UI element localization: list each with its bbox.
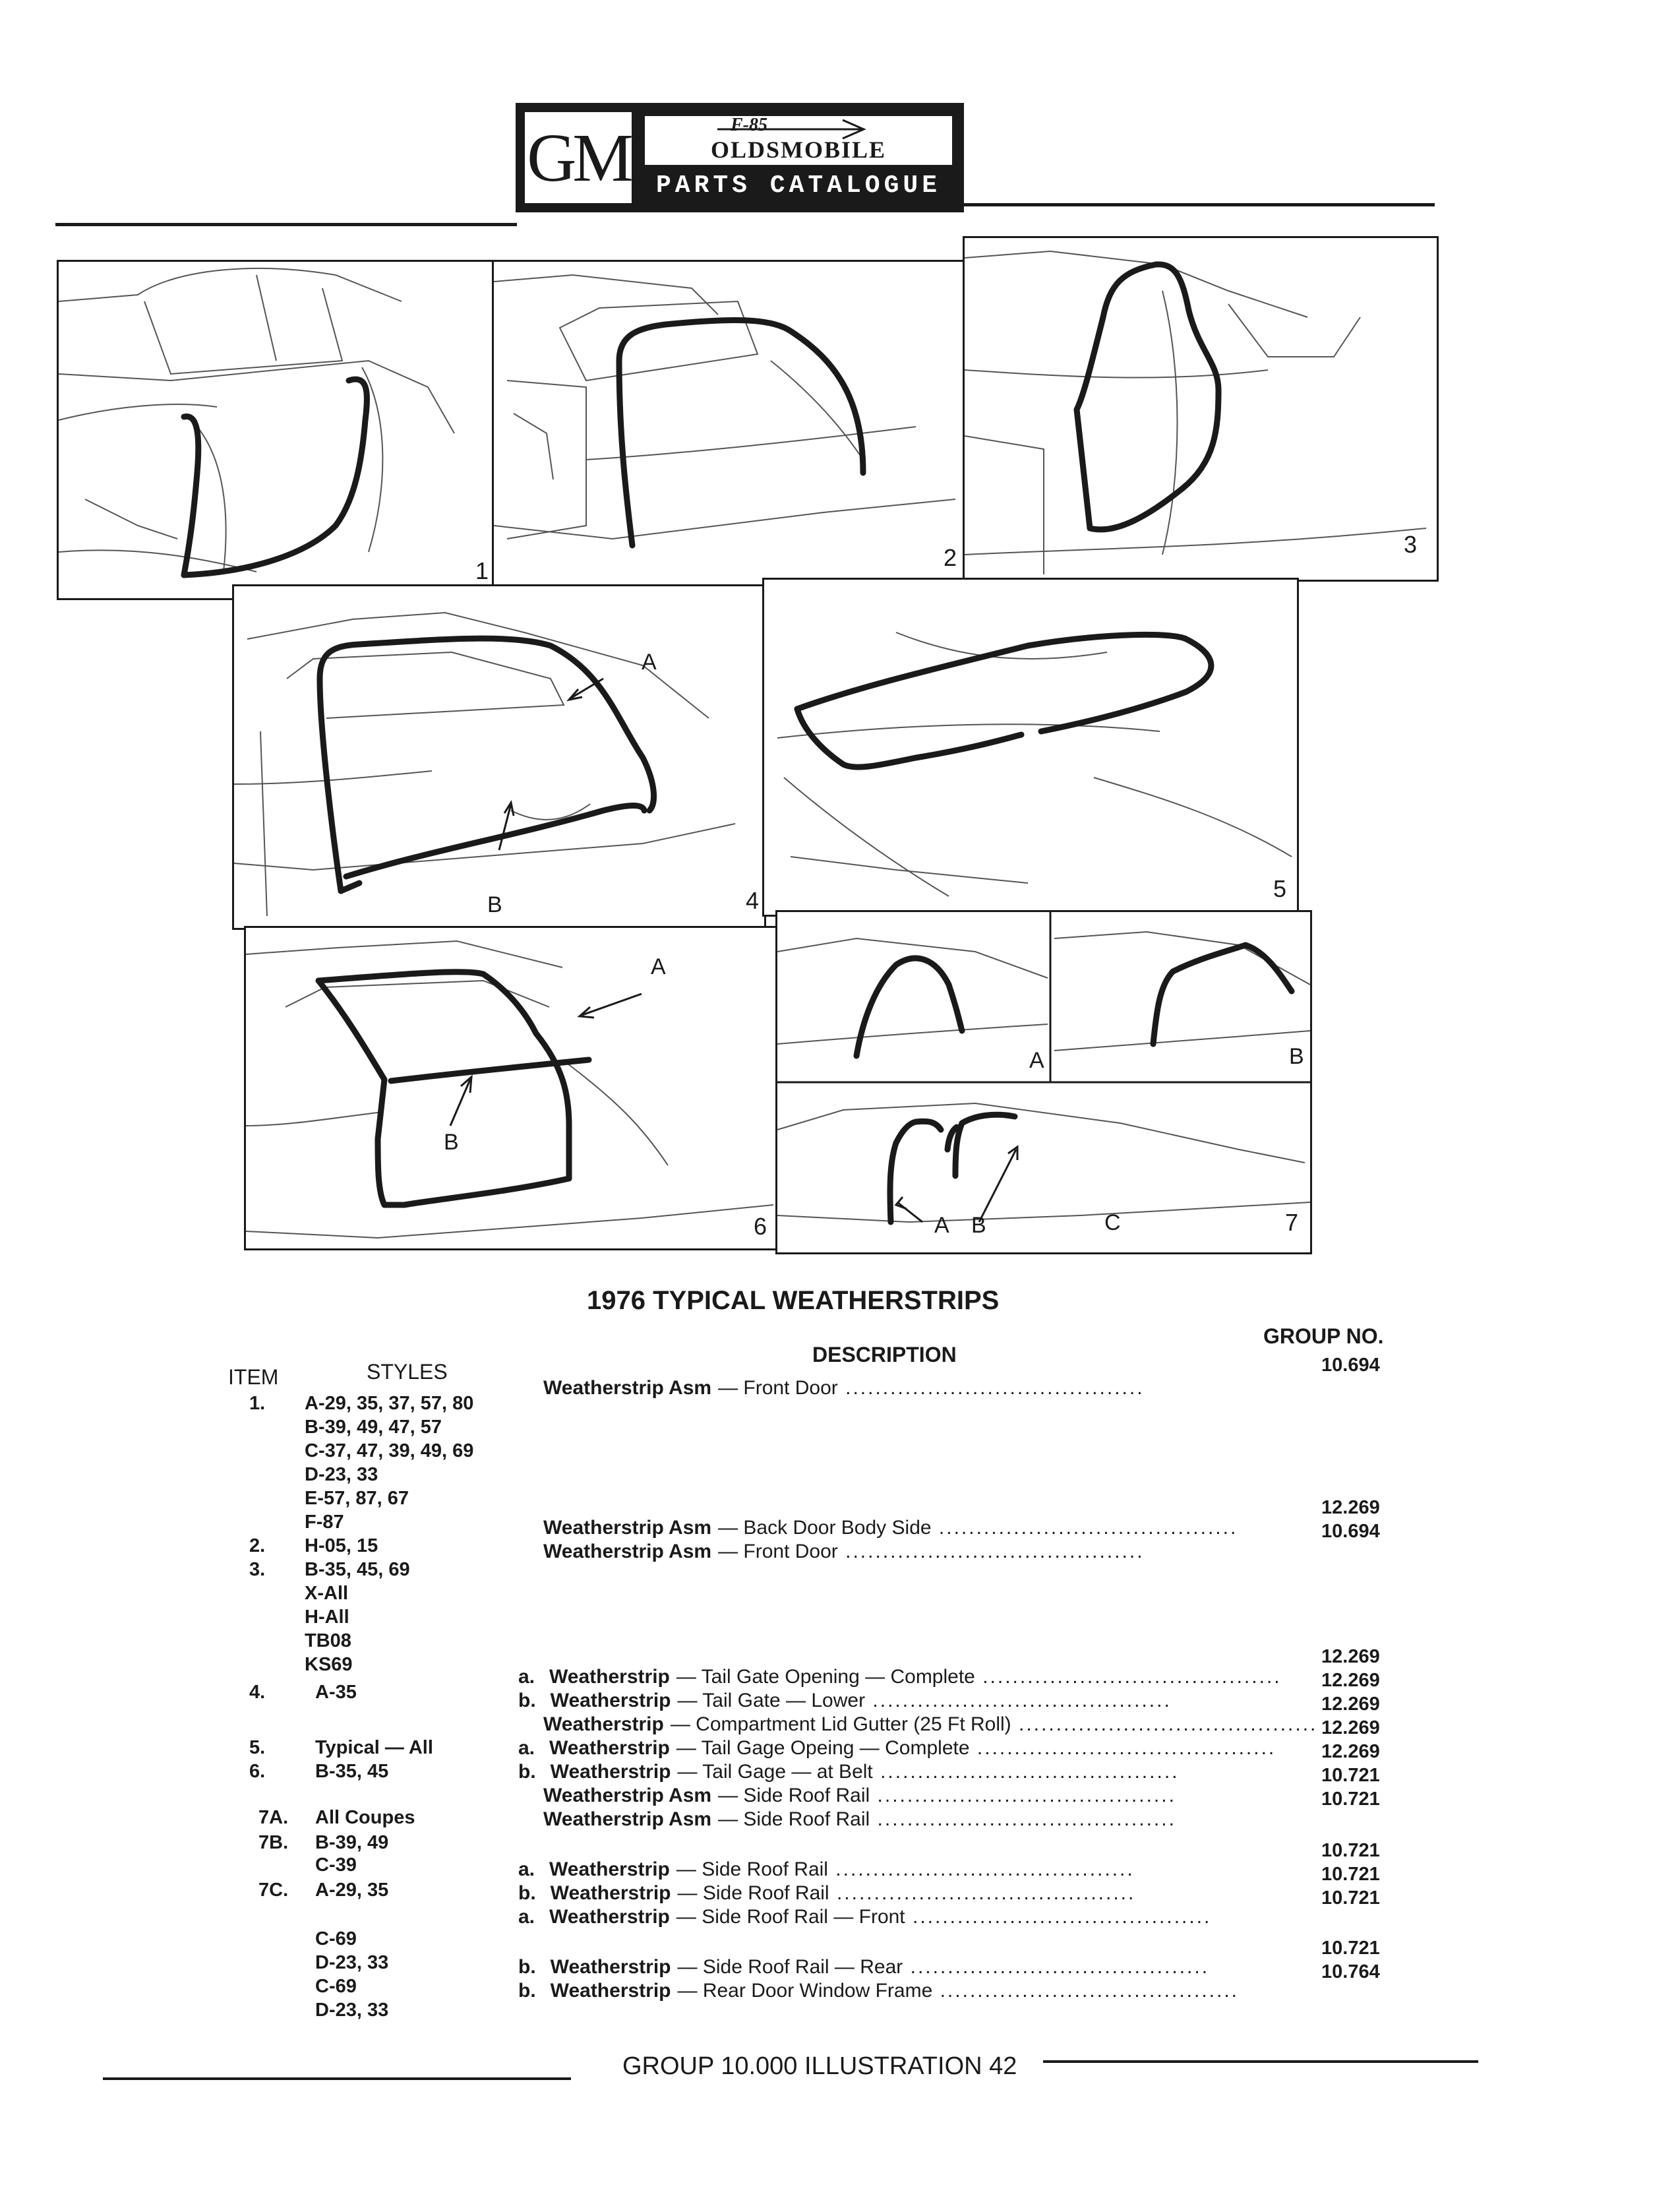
row-desc-rest: — Tail Gage Opeing — Complete (676, 1737, 970, 1759)
row-styles: H-05, 15 (305, 1535, 378, 1556)
callout-b-6: B (444, 1130, 459, 1155)
logo-brand-plate (645, 116, 952, 165)
footer-label: GROUP 10.000 ILLUSTRATION 42 (622, 2052, 1017, 2080)
row-desc-rest: — Side Roof Rail — Rear (677, 1956, 903, 1978)
row-description (518, 1666, 1282, 1688)
row-styles: C-39 (315, 1854, 357, 1876)
row-group-number: 10.694 (1321, 1521, 1380, 1542)
row-desc-rest: — Front Door (718, 1377, 838, 1399)
row-desc-bold: Weatherstrip Asm (543, 1541, 712, 1562)
row-styles: C-37, 47, 39, 49, 69 (305, 1440, 474, 1461)
callout-7c-b: B (971, 1213, 986, 1238)
row-description (518, 1858, 1253, 1881)
row-styles: B-39, 49, 47, 57 (305, 1417, 442, 1438)
front-door-weatherstrip-drawing (59, 262, 494, 598)
row-item: 5. (249, 1737, 266, 1758)
row-description (518, 1882, 1253, 1905)
callout-7a: A (1029, 1048, 1044, 1073)
illustration-panel-2 (492, 260, 967, 587)
row-styles: KS69 (305, 1654, 353, 1675)
panel-number-6: 6 (754, 1213, 767, 1240)
row-styles: C-69 (315, 1976, 357, 1997)
row-sub-letter: b. (518, 1980, 536, 2002)
row-styles: F-87 (305, 1512, 344, 1533)
leader-dots: ........................................ (865, 1690, 1172, 1711)
row-item: 3. (249, 1559, 266, 1580)
illustration-panel-3 (963, 236, 1439, 582)
leader-dots: ........................................ (827, 1858, 1135, 1880)
side-roof-rail-weatherstrip-drawing (777, 912, 1310, 1252)
panel-number-7: 7 (1285, 1209, 1299, 1236)
footer-rule-right (1043, 2060, 1478, 2063)
callout-7b: B (1289, 1044, 1304, 1069)
row-description (543, 1785, 1253, 1807)
leader-dots: ........................................ (931, 1517, 1238, 1539)
row-styles: A-29, 35, 37, 57, 80 (305, 1393, 474, 1414)
row-styles: H-All (305, 1607, 349, 1628)
leader-dots: ........................................ (829, 1882, 1136, 1904)
row-desc-rest: — Back Door Body Side (718, 1517, 932, 1539)
row-desc-rest: — Side Roof Rail (677, 1882, 829, 1904)
gm-oldsmobile-logo (516, 103, 964, 212)
row-group-number: 12.269 (1321, 1497, 1380, 1518)
panel-number-5: 5 (1273, 875, 1287, 902)
panel-number-3: 3 (1404, 531, 1418, 558)
row-styles: D-23, 33 (315, 1952, 389, 1973)
row-desc-rest: — Tail Gage — at Belt (677, 1761, 873, 1783)
row-styles: A-35 (315, 1682, 357, 1703)
row-description (543, 1713, 1318, 1736)
callout-7c-a: A (934, 1213, 949, 1238)
row-desc-bold: Weatherstrip Asm (543, 1377, 712, 1399)
row-group-number: 12.269 (1321, 1741, 1380, 1762)
row-group-number: 12.269 (1321, 1646, 1380, 1667)
illustration-panel-4 (232, 584, 766, 930)
row-desc-rest: — Compartment Lid Gutter (25 Ft Roll) (670, 1713, 1011, 1735)
gm-mark: GM (525, 112, 632, 203)
leader-dots: ........................................ (837, 1377, 1145, 1399)
row-description (518, 1956, 1253, 1978)
row-styles: D-23, 33 (305, 1464, 378, 1485)
col-description: DESCRIPTION (812, 1343, 957, 1366)
leader-dots: ........................................ (837, 1541, 1145, 1562)
row-sub-letter: b. (518, 1882, 536, 1904)
row-sub-letter: a. (518, 1858, 535, 1880)
row-desc-bold: Weatherstrip (550, 1980, 671, 2002)
row-desc-bold: Weatherstrip (543, 1713, 664, 1735)
row-styles: C-69 (315, 1928, 357, 1949)
row-sub-letter: a. (518, 1666, 535, 1688)
row-desc-rest: — Tail Gate Opening — Complete (676, 1666, 975, 1688)
header-rule-right (964, 203, 1435, 206)
leader-dots: ........................................ (903, 1956, 1210, 1978)
leader-dots: ........................................ (872, 1761, 1180, 1783)
row-group-number: 10.721 (1321, 1938, 1380, 1959)
row-styles: B-35, 45, 69 (305, 1559, 410, 1580)
row-item: 2. (249, 1535, 266, 1556)
row-group-number: 10.721 (1321, 1864, 1380, 1885)
leader-dots: ........................................ (1011, 1713, 1318, 1735)
row-item: 1. (249, 1393, 266, 1414)
leader-dots: ........................................ (932, 1980, 1239, 2002)
row-description (543, 1541, 1253, 1563)
row-description (543, 1808, 1253, 1831)
row-desc-rest: — Side Roof Rail (718, 1808, 870, 1830)
leader-dots: ........................................ (870, 1785, 1176, 1806)
row-sub-letter: b. (518, 1761, 536, 1783)
row-description (518, 1761, 1253, 1783)
leader-dots: ........................................ (975, 1666, 1282, 1688)
row-styles: E-57, 87, 67 (305, 1488, 409, 1509)
row-styles: B-35, 45 (315, 1761, 389, 1782)
page-title: 1976 TYPICAL WEATHERSTRIPS (587, 1286, 1000, 1315)
tail-gate-belt-weatherstrip-drawing (246, 928, 777, 1248)
row-group-number: 10.721 (1321, 1887, 1380, 1909)
row-styles: TB08 (305, 1630, 351, 1651)
front-door-weatherstrip-drawing-3 (965, 238, 1437, 580)
callout-a-6: A (651, 954, 666, 979)
row-desc-bold: Weatherstrip (550, 1761, 671, 1783)
row-group-number: 10.721 (1321, 1840, 1380, 1861)
tail-gate-weatherstrip-drawing (234, 586, 764, 928)
row-desc-rest: — Tail Gate — Lower (677, 1690, 866, 1711)
row-item: 7C. (258, 1880, 289, 1901)
row-desc-bold: Weatherstrip Asm (543, 1785, 712, 1806)
row-group-number: 12.269 (1321, 1694, 1380, 1715)
row-item: 4. (249, 1682, 266, 1703)
row-group-number: 10.694 (1321, 1355, 1380, 1376)
illustration-panel-1 (57, 260, 496, 600)
row-desc-rest: — Side Roof Rail (676, 1858, 828, 1880)
row-desc-bold: Weatherstrip (549, 1906, 670, 1928)
callout-7c-c: C (1104, 1210, 1121, 1235)
logo-brand: OLDSMOBILE (710, 137, 887, 163)
row-styles: Typical — All (315, 1737, 433, 1758)
header-rule-left (55, 223, 517, 226)
panel-number-4: 4 (746, 887, 760, 914)
row-desc-bold: Weatherstrip (550, 1882, 671, 1904)
row-desc-bold: Weatherstrip (549, 1737, 670, 1759)
illustration-panel-6 (244, 926, 779, 1250)
row-desc-bold: Weatherstrip (550, 1956, 671, 1978)
row-desc-bold: Weatherstrip Asm (543, 1808, 712, 1830)
leader-dots: ........................................ (905, 1906, 1212, 1928)
row-sub-letter: b. (518, 1956, 536, 1978)
back-door-weatherstrip-drawing (494, 262, 965, 585)
row-group-number: 10.721 (1321, 1789, 1380, 1810)
row-desc-rest: — Rear Door Window Frame (677, 1980, 933, 2002)
row-styles: D-23, 33 (315, 2000, 389, 2021)
row-item: 7B. (258, 1832, 289, 1853)
row-group-number: 12.269 (1321, 1670, 1380, 1691)
logo-catalogue: PARTS CATALOGUE (655, 171, 942, 200)
row-styles: B-39, 49 (315, 1832, 389, 1853)
row-item: 7A. (258, 1807, 289, 1828)
row-desc-bold: Weatherstrip Asm (543, 1517, 712, 1539)
row-description (543, 1517, 1253, 1539)
col-item: ITEM (228, 1365, 279, 1389)
row-sub-letter: a. (518, 1906, 535, 1928)
row-group-number: 10.764 (1321, 1961, 1380, 1982)
callout-b: B (487, 892, 502, 917)
row-sub-letter: a. (518, 1737, 535, 1759)
row-desc-bold: Weatherstrip (549, 1858, 670, 1880)
f85-emblem: F-85 (731, 115, 767, 135)
row-styles: All Coupes (315, 1807, 415, 1828)
row-desc-rest: — Side Roof Rail — Front (676, 1906, 905, 1928)
row-desc-bold: Weatherstrip (549, 1666, 670, 1688)
row-description (518, 1980, 1253, 2002)
callout-a: A (642, 650, 657, 675)
row-desc-rest: — Front Door (718, 1541, 838, 1562)
row-styles: X-All (305, 1583, 349, 1604)
row-group-number: 10.721 (1321, 1765, 1380, 1786)
row-desc-bold: Weatherstrip (550, 1690, 671, 1711)
row-styles: A-29, 35 (315, 1880, 389, 1901)
footer-rule-left (103, 2077, 571, 2080)
row-group-number: 12.269 (1321, 1717, 1380, 1738)
illustration-panel-5 (762, 578, 1299, 917)
leader-dots: ........................................ (870, 1808, 1176, 1830)
illustration-panel-7 (775, 910, 1312, 1254)
row-sub-letter: b. (518, 1690, 536, 1711)
row-item: 6. (249, 1761, 266, 1782)
panel-number-2: 2 (944, 544, 957, 571)
col-styles: STYLES (367, 1360, 448, 1384)
row-desc-rest: — Side Roof Rail (718, 1785, 870, 1806)
compartment-lid-gutter-drawing (764, 580, 1297, 915)
row-description (518, 1906, 1253, 1928)
row-description (518, 1690, 1253, 1712)
row-description (518, 1737, 1276, 1760)
row-description (543, 1377, 1253, 1399)
leader-dots: ........................................ (969, 1737, 1276, 1759)
panel-number-1: 1 (475, 557, 489, 584)
col-group: GROUP NO. (1263, 1324, 1384, 1348)
